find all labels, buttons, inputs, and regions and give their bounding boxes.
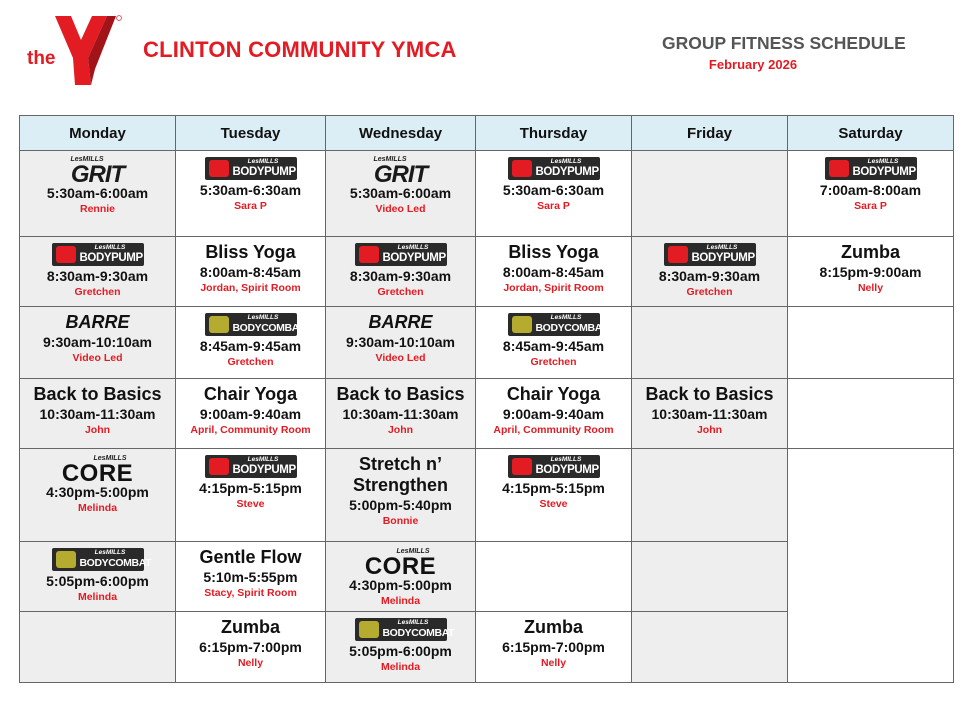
lesmills-mark-icon [668,246,688,263]
program-name: BODYCOMBAT [79,557,152,569]
lesmills-mark-icon [56,246,76,263]
ymca-logo [25,13,125,88]
class-cell [476,612,632,683]
class-time: 8:00am-8:45am [199,264,302,280]
class-time: 5:00pm-5:40pm [349,497,452,513]
grit-logo [63,156,133,188]
class-time: 8:30am-9:30am [349,268,452,284]
class-instructor: John [84,424,111,436]
bodycombat-logo [508,313,608,336]
class-name: Zumba [840,242,900,262]
program-name: BODYPUMP [232,464,296,476]
class-instructor: Bonnie [382,515,419,527]
lesmills-wordmark: LesMILLS [396,548,430,555]
class-name: Chair Yoga [506,384,601,404]
class-instructor: Nelly [237,657,264,669]
class-time: 9:30am-10:10am [346,334,455,350]
class-name: Gentle Flow [199,547,302,567]
empty-cell [632,612,788,683]
class-instructor: Gretchen [227,356,274,368]
day-header-friday: Friday [632,116,788,151]
class-cell [326,379,476,449]
svg-text:YMCA: YMCA [93,65,108,84]
class-cell [326,449,476,542]
empty-cell [632,151,788,237]
class-instructor: Gretchen [74,286,121,298]
day-header-tuesday: Tuesday [176,116,326,151]
lesmills-wordmark: LesMILLS [706,244,738,251]
class-cell [326,307,476,379]
class-time: 5:30am-6:00am [349,185,452,201]
class-cell [176,449,326,542]
core-logo [55,455,141,487]
class-instructor: Melinda [77,591,118,603]
class-cell [20,379,176,449]
class-time: 8:30am-9:30am [658,268,761,284]
class-cell [326,237,476,307]
class-cell [176,612,326,683]
class-time: 10:30am-11:30am [651,406,768,422]
class-cell [326,151,476,237]
schedule-month: February 2026 [708,57,798,72]
class-time: 9:30am-10:10am [43,334,152,350]
class-instructor: Video Led [72,352,123,364]
class-time: 8:00am-8:45am [502,264,605,280]
class-instructor: Melinda [380,661,421,673]
class-instructor: Stacy, Spirit Room [204,587,297,599]
class-instructor: Rennie [79,203,115,215]
class-instructor: Jordan, Spirit Room [200,282,301,294]
class-cell [326,612,476,683]
class-name: Zumba [220,617,280,637]
class-cell [20,237,176,307]
lesmills-wordmark: LesMILLS [94,549,126,556]
class-time: 8:45am-9:45am [199,338,302,354]
class-time: 5:05pm-6:00pm [349,643,452,659]
bodypump-logo [508,455,600,478]
class-time: 9:00am-9:40am [199,406,302,422]
lesmills-wordmark: LesMILLS [550,456,582,463]
lesmills-wordmark: LesMILLS [397,244,429,251]
class-instructor: Nelly [857,282,884,294]
class-cell [176,151,326,237]
empty-cell [788,449,954,683]
class-time: 4:30pm-5:00pm [46,484,149,500]
class-cell [20,151,176,237]
class-time: 8:30am-9:30am [46,268,149,284]
bodycombat-logo [52,548,152,571]
program-name: BODYPUMP [852,166,916,178]
schedule-title: GROUP FITNESS SCHEDULE [662,33,906,53]
lesmills-mark-icon [512,160,532,177]
bodypump-logo [52,243,144,266]
schedule-table [19,115,954,683]
table-row [20,151,954,237]
bodypump-logo [355,243,447,266]
program-name: BODYPUMP [232,166,296,178]
lesmills-wordmark: LesMILLS [94,244,126,251]
class-instructor: April, Community Room [190,424,311,436]
class-instructor: Sara P [854,200,887,212]
program-name: BODYPUMP [691,252,755,264]
class-instructor: Jordan, Spirit Room [503,282,604,294]
program-name: BODYPUMP [79,252,143,264]
class-instructor: Melinda [77,502,118,514]
program-name: BODYCOMBAT [382,627,455,639]
class-cell [788,151,954,237]
bodycombat-logo [205,313,305,336]
class-instructor: Gretchen [686,286,733,298]
class-instructor: Video Led [375,203,426,215]
class-time: 4:30pm-5:00pm [349,577,452,593]
program-name: GRIT [373,161,428,188]
class-instructor: John [696,424,723,436]
program-name: BODYPUMP [382,252,446,264]
class-name: Back to Basics [645,384,774,404]
class-instructor: Nelly [540,657,567,669]
class-time: 5:05pm-6:00pm [46,573,149,589]
day-header-row [20,116,954,151]
program-name: GRIT [70,161,125,188]
class-instructor: Melinda [380,595,421,607]
table-row [20,379,954,449]
lesmills-mark-icon [829,160,849,177]
organization-name: CLINTON COMMUNITY YMCA [143,37,457,62]
empty-cell [788,379,954,449]
empty-cell [632,307,788,379]
class-cell [788,237,954,307]
lesmills-mark-icon [512,458,532,475]
class-instructor: Sara P [234,200,267,212]
class-cell [176,237,326,307]
class-cell [176,379,326,449]
class-cell [632,379,788,449]
empty-cell [476,542,632,612]
class-instructor: April, Community Room [493,424,614,436]
empty-cell [788,307,954,379]
table-row [20,307,954,379]
class-time: 5:30am-6:00am [46,185,149,201]
class-name: BARRE [368,312,433,332]
class-name: Bliss Yoga [205,242,296,262]
class-time: 8:45am-9:45am [502,338,605,354]
class-instructor: Sara P [537,200,570,212]
class-name: Stretch n’ Strengthen [352,454,448,495]
class-cell [476,449,632,542]
program-name: BODYCOMBAT [535,322,608,334]
table-row [20,449,954,542]
program-name: CORE [364,553,437,580]
core-logo [358,548,444,580]
day-header-saturday: Saturday [788,116,954,151]
lesmills-wordmark: LesMILLS [373,156,407,163]
class-cell [176,307,326,379]
table-row [20,237,954,307]
class-time: 4:15pm-5:15pm [502,480,605,496]
class-name: Back to Basics [33,384,162,404]
lesmills-wordmark: LesMILLS [247,314,279,321]
class-instructor: Gretchen [377,286,424,298]
class-instructor: Steve [539,498,568,510]
class-name: BARRE [65,312,130,332]
lesmills-mark-icon [209,316,229,333]
day-header-monday: Monday [20,116,176,151]
class-name: Bliss Yoga [508,242,599,262]
class-time: 6:15pm-7:00pm [502,639,605,655]
class-cell [20,307,176,379]
bodypump-logo [825,157,917,180]
lesmills-mark-icon [209,160,229,177]
class-time: 4:15pm-5:15pm [199,480,302,496]
bodycombat-logo [355,618,455,641]
lesmills-mark-icon [359,246,379,263]
class-cell [632,237,788,307]
lesmills-wordmark: LesMILLS [550,314,582,321]
class-time: 8:15pm-9:00am [819,264,922,280]
class-time: 10:30am-11:30am [39,406,156,422]
day-header-thursday: Thursday [476,116,632,151]
class-time: 5:30am-6:30am [199,182,302,198]
class-cell [176,542,326,612]
lesmills-wordmark: LesMILLS [867,158,899,165]
lesmills-mark-icon [209,458,229,475]
class-instructor: Gretchen [530,356,577,368]
class-name: Zumba [523,617,583,637]
empty-cell [632,542,788,612]
empty-cell [632,449,788,542]
lesmills-wordmark: LesMILLS [397,619,429,626]
bodypump-logo [205,157,297,180]
bodypump-logo [664,243,756,266]
class-name: Chair Yoga [203,384,298,404]
program-name: BODYCOMBAT [232,322,305,334]
lesmills-wordmark: LesMILLS [70,156,104,163]
class-name: Back to Basics [336,384,465,404]
lesmills-mark-icon [512,316,532,333]
day-header-wednesday: Wednesday [326,116,476,151]
class-time: 5:30am-6:30am [502,182,605,198]
class-instructor: John [387,424,414,436]
program-name: BODYPUMP [535,464,599,476]
class-time: 9:00am-9:40am [502,406,605,422]
bodypump-logo [205,455,297,478]
program-name: CORE [61,460,134,487]
grit-logo [366,156,436,188]
class-time: 10:30am-11:30am [342,406,459,422]
bodypump-logo [508,157,600,180]
class-cell [476,379,632,449]
lesmills-wordmark: LesMILLS [550,158,582,165]
class-cell [476,307,632,379]
class-instructor: Video Led [375,352,426,364]
lesmills-wordmark: LesMILLS [247,158,279,165]
lesmills-mark-icon [56,551,76,568]
lesmills-wordmark: LesMILLS [247,456,279,463]
class-time: 6:15pm-7:00pm [199,639,302,655]
lesmills-wordmark: LesMILLS [93,455,127,462]
class-cell [476,237,632,307]
class-cell [476,151,632,237]
lesmills-mark-icon [359,621,379,638]
class-time: 5:10m-5:55pm [203,569,298,585]
empty-cell [20,612,176,683]
class-time: 7:00am-8:00am [819,182,922,198]
svg-text:the: the [27,48,56,69]
class-cell [20,542,176,612]
program-name: BODYPUMP [535,166,599,178]
class-instructor: Steve [236,498,265,510]
class-cell [20,449,176,542]
class-cell [326,542,476,612]
